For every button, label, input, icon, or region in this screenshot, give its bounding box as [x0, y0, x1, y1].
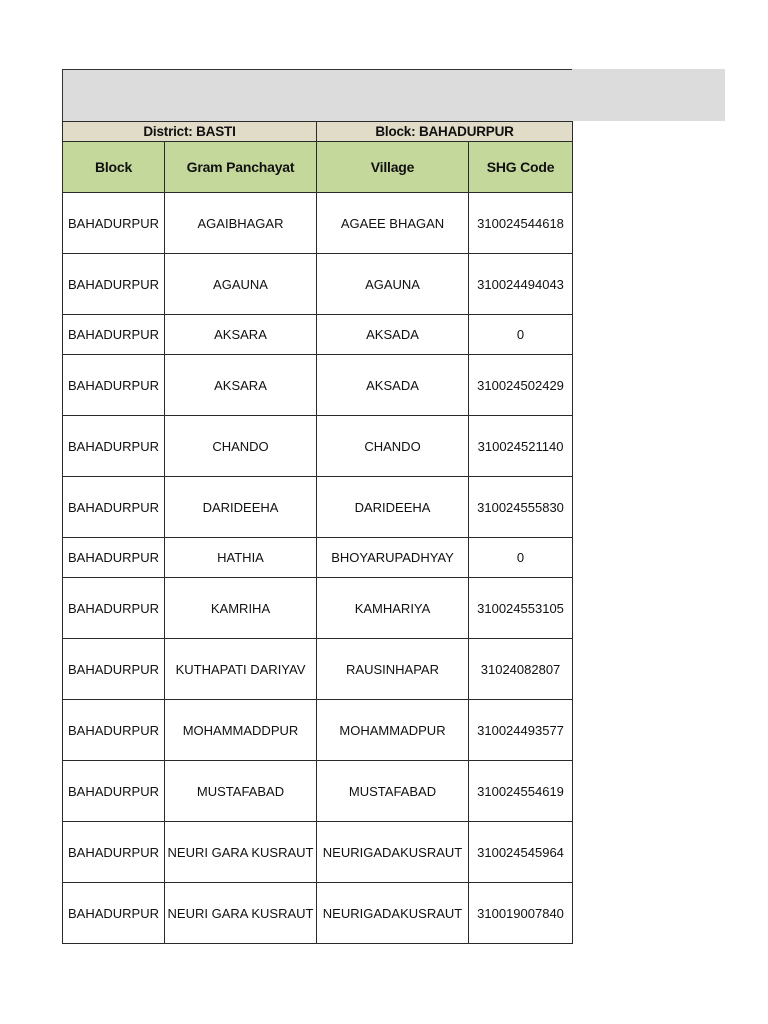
gram-panchayat-cell: KAMRIHA [165, 578, 317, 639]
shg-code-cell: 310024545964 [469, 822, 573, 883]
table-row [63, 639, 573, 700]
block-cell: BAHADURPUR [63, 193, 165, 254]
gram-panchayat-cell: DARIDEEHA [165, 477, 317, 538]
block-cell: BAHADURPUR [63, 578, 165, 639]
shg-code-cell: 310024494043 [469, 254, 573, 315]
block-cell: BAHADURPUR [63, 761, 165, 822]
table-row [63, 355, 573, 416]
title-banner [62, 69, 725, 121]
gram-panchayat-cell: MUSTAFABAD [165, 761, 317, 822]
gram-panchayat-cell: NEURI GARA KUSRAUT [165, 883, 317, 944]
shg-code-cell: 0 [469, 315, 573, 355]
table-row [63, 761, 573, 822]
village-cell: RAUSINHAPAR [317, 639, 469, 700]
gram-panchayat-cell: KUTHAPATI DARIYAV [165, 639, 317, 700]
shg-code-cell: 310019007840 [469, 883, 573, 944]
block-cell: BAHADURPUR [63, 538, 165, 578]
gram-panchayat-cell: NEURI GARA KUSRAUT [165, 822, 317, 883]
district-label: District: BASTI [63, 122, 317, 142]
column-header-block: Block [63, 142, 165, 193]
table-row [63, 578, 573, 639]
gram-panchayat-cell: HATHIA [165, 538, 317, 578]
gram-panchayat-cell: AGAUNA [165, 254, 317, 315]
table-row [63, 477, 573, 538]
gram-panchayat-cell: AKSARA [165, 355, 317, 416]
shg-code-cell: 310024521140 [469, 416, 573, 477]
village-cell: AKSADA [317, 315, 469, 355]
table-row [63, 193, 573, 254]
village-cell: BHOYARUPADHYAY [317, 538, 469, 578]
village-cell: MUSTAFABAD [317, 761, 469, 822]
column-header-shg-code: SHG Code [469, 142, 573, 193]
column-header-row [63, 142, 573, 193]
village-cell: AGAUNA [317, 254, 469, 315]
shg-code-cell: 310024553105 [469, 578, 573, 639]
village-cell: CHANDO [317, 416, 469, 477]
table-row [63, 883, 573, 944]
village-cell: MOHAMMADPUR [317, 700, 469, 761]
column-header-village: Village [317, 142, 469, 193]
block-cell: BAHADURPUR [63, 883, 165, 944]
village-cell: NEURIGADAKUSRAUT [317, 883, 469, 944]
table-row [63, 700, 573, 761]
shg-code-cell: 310024544618 [469, 193, 573, 254]
shg-code-cell: 310024502429 [469, 355, 573, 416]
block-cell: BAHADURPUR [63, 416, 165, 477]
block-cell: BAHADURPUR [63, 315, 165, 355]
table-row [63, 254, 573, 315]
shg-code-cell: 310024555830 [469, 477, 573, 538]
table-row [63, 538, 573, 578]
gram-panchayat-cell: AKSARA [165, 315, 317, 355]
block-cell: BAHADURPUR [63, 639, 165, 700]
shg-code-cell: 31024082807 [469, 639, 573, 700]
block-cell: BAHADURPUR [63, 355, 165, 416]
block-label: Block: BAHADURPUR [317, 122, 573, 142]
table-row [63, 416, 573, 477]
shg-code-cell: 310024554619 [469, 761, 573, 822]
table-row [63, 822, 573, 883]
gram-panchayat-cell: AGAIBHAGAR [165, 193, 317, 254]
table-row [63, 315, 573, 355]
column-header-gram-panchayat: Gram Panchayat [165, 142, 317, 193]
village-cell: KAMHARIYA [317, 578, 469, 639]
banner-border-left [62, 69, 63, 121]
district-block-row [63, 122, 573, 142]
village-cell: DARIDEEHA [317, 477, 469, 538]
block-cell: BAHADURPUR [63, 822, 165, 883]
shg-code-cell: 310024493577 [469, 700, 573, 761]
block-cell: BAHADURPUR [63, 477, 165, 538]
gram-panchayat-cell: MOHAMMADDPUR [165, 700, 317, 761]
shg-code-cell: 0 [469, 538, 573, 578]
village-cell: AKSADA [317, 355, 469, 416]
banner-border-top [62, 69, 572, 70]
gram-panchayat-cell: CHANDO [165, 416, 317, 477]
village-cell: AGAEE BHAGAN [317, 193, 469, 254]
village-cell: NEURIGADAKUSRAUT [317, 822, 469, 883]
shg-table [62, 121, 573, 944]
block-cell: BAHADURPUR [63, 700, 165, 761]
block-cell: BAHADURPUR [63, 254, 165, 315]
